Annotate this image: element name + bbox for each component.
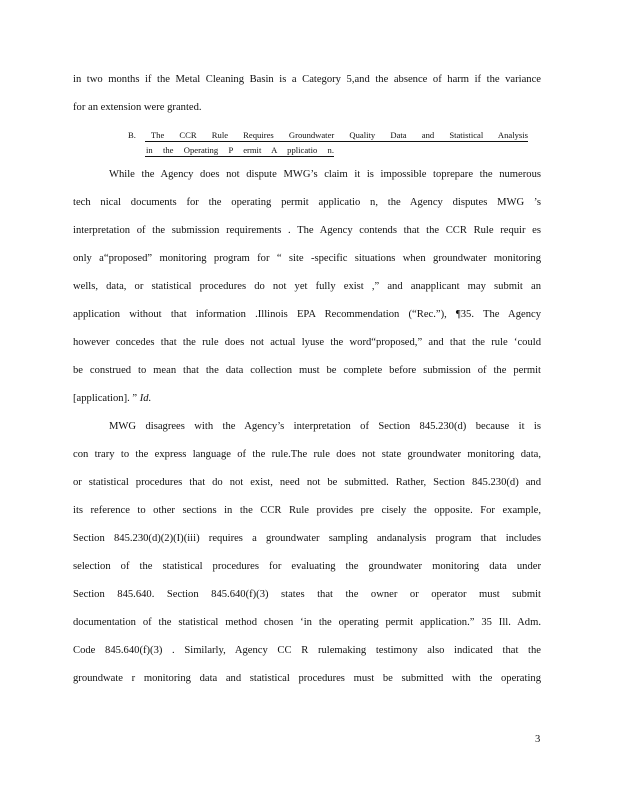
body-line-11 <box>73 392 541 406</box>
section-heading-line-1: B. The CCR Rule Requires Groundwater Quality Data and Statistical Analysis <box>128 130 528 140</box>
body-line-13: con trary to the express language of the rule.The rule does not state groundwater monitoring data, <box>73 449 541 460</box>
body-line-15: its reference to other sections in the CCR Rule provides pre cisely the opposite. For example, <box>73 505 541 516</box>
body-line-14: or statistical procedures that do not exist, need not be submitted. Rather, Section 845.230(d) and <box>73 477 541 488</box>
body-line-2: for an extension were granted. <box>73 102 202 113</box>
body-line-19: documentation of the statistical method chosen ‘in the operating permit application.” 35 Ill. Adm. <box>73 617 541 628</box>
body-line-5: interpretation of the submission requirements . The Agency contends that the CCR Rule requir es <box>73 225 541 236</box>
body-line-6: only a“proposed” monitoring program for “ site -specific situations when groundwater monitoring <box>73 253 541 264</box>
body-line-3: While the Agency does not dispute MWG’s claim it is impossible toprepare the numerous <box>109 169 541 180</box>
section-heading-underline-1 <box>145 141 528 142</box>
citation-id: Id. <box>139 393 152 404</box>
body-line-8: application without that information .Illinois EPA Recommendation (“Rec.”), ¶35. The Agency <box>73 309 541 320</box>
body-line-10: be construed to mean that the data collection must be complete before submission of the permit <box>73 365 541 376</box>
body-line-1: in two months if the Metal Cleaning Basin is a Category 5,and the absence of harm if the variance <box>73 74 541 85</box>
body-line-12: MWG disagrees with the Agency’s interpretation of Section 845.230(d) because it is <box>109 421 541 432</box>
body-line-21: groundwate r monitoring data and statistical procedures must be submitted with the operating <box>73 673 541 684</box>
body-line-17: selection of the statistical procedures for evaluating the groundwater monitoring data under <box>73 561 541 572</box>
section-heading-line-2: in the Operating P ermit A pplicatio n. <box>146 145 334 155</box>
section-heading-underline-2 <box>145 156 334 157</box>
body-line-11-text: [application]. ” <box>73 393 140 404</box>
body-line-9: however concedes that the rule does not actual lyuse the word“proposed,” and that the rule ‘could <box>73 337 541 348</box>
body-line-7: wells, data, or statistical procedures do not yet fully exist ,” and anapplicant may submit an <box>73 281 541 292</box>
body-line-4: tech nical documents for the operating permit applicatio n, the Agency disputes MWG ’s <box>73 197 541 208</box>
page-number: 3 <box>535 734 541 745</box>
body-line-18: Section 845.640. Section 845.640(f)(3) states that the owner or operator must submit <box>73 589 541 600</box>
body-line-16: Section 845.230(d)(2)(I)(iii) requires a groundwater sampling andanalysis program that includes <box>73 533 541 544</box>
body-line-20: Code 845.640(f)(3) . Similarly, Agency CC R rulemaking testimony also indicated that the <box>73 645 541 656</box>
